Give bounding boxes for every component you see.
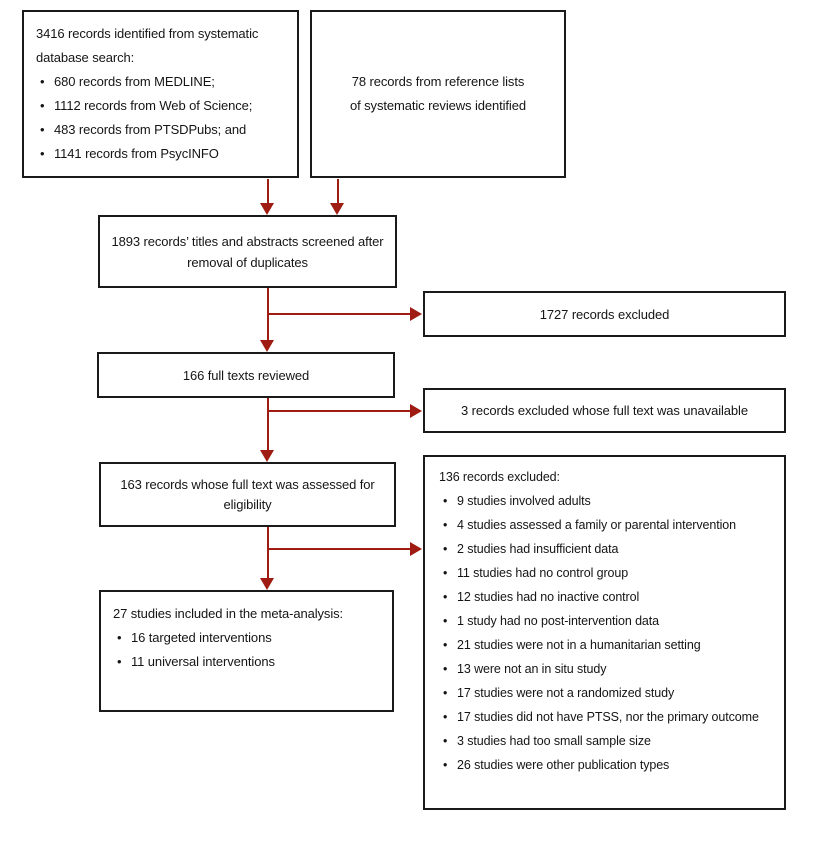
box-full-texts-reviewed [97, 352, 395, 398]
list-item [117, 626, 380, 650]
bullet-icon: • [443, 494, 448, 508]
box-included-studies [99, 590, 394, 712]
bullet-icon: • [443, 542, 448, 556]
box-assessed-eligibility [99, 462, 396, 527]
box-records-excluded-fulltext [423, 455, 786, 810]
bullet-icon: • [443, 758, 448, 772]
box-records-excluded-screening-text: 1727 records excluded [539, 306, 670, 322]
box-full-texts-reviewed-text: 166 full texts reviewed [182, 367, 310, 383]
box-full-text-unavailable [423, 388, 786, 433]
box-title-abstract-screened [98, 215, 397, 288]
list-item [40, 70, 285, 94]
box-records-excluded-screening [423, 291, 786, 337]
bullet-icon: • [443, 734, 448, 748]
list-item [443, 705, 774, 729]
list-item-text: 3 studies had too small sample size [457, 734, 651, 748]
list-item-text: 1112 records from Web of Science; [54, 98, 253, 113]
box-included-studies-title: 27 studies included in the meta-analysis: [113, 606, 344, 621]
connector-assessed-to-included-head [260, 578, 274, 590]
list-item-text: 21 studies were not in a humanitarian setting [457, 638, 701, 652]
list-item-text: 11 universal interventions [131, 654, 275, 669]
included-studies-list [113, 626, 380, 674]
list-item [443, 489, 774, 513]
list-item-text: 16 targeted interventions [131, 630, 272, 645]
box-records-excluded-fulltext-title: 136 records excluded: [439, 470, 560, 484]
box-assessed-eligibility-text: 163 records whose full text was assessed for eligibility [120, 476, 375, 512]
list-item-text: 17 studies did not have PTSS, nor the primary outcome [457, 710, 759, 724]
bullet-icon: • [443, 614, 448, 628]
list-item-text: 680 records from MEDLINE; [54, 74, 215, 89]
bullet-icon: • [117, 654, 122, 669]
list-item [443, 681, 774, 705]
list-item [443, 729, 774, 753]
arrow-identified-to-screened-head [260, 203, 274, 215]
box-full-text-unavailable-text: 3 records excluded whose full text was unavailable [461, 403, 748, 418]
list-item [40, 94, 285, 118]
list-item [443, 585, 774, 609]
bullet-icon: • [443, 662, 448, 676]
connector-screened-to-fulltexts-head [260, 340, 274, 352]
branch-fulltext-unavailable-head [410, 404, 422, 418]
branch-assessed-excluded-line [268, 548, 411, 550]
list-item [443, 609, 774, 633]
bullet-icon: • [443, 686, 448, 700]
bullet-icon: • [40, 122, 45, 137]
arrow-reference-to-screened-head [330, 203, 344, 215]
list-item [443, 513, 774, 537]
records-excluded-list [439, 489, 774, 777]
bullet-icon: • [443, 566, 448, 580]
list-item [443, 753, 774, 777]
box-reference-records [310, 10, 566, 178]
connector-fulltexts-to-assessed-line [267, 398, 269, 451]
box-records-identified-title: 3416 records identified from systematic database search: [36, 26, 259, 65]
bullet-icon: • [40, 146, 45, 161]
connector-assessed-to-included-line [267, 527, 269, 579]
branch-assessed-excluded-head [410, 542, 422, 556]
connector-fulltexts-to-assessed-head [260, 450, 274, 462]
arrow-identified-to-screened-line [267, 179, 269, 205]
list-item-text: 4 studies assessed a family or parental intervention [457, 518, 736, 532]
records-identified-list [36, 70, 285, 166]
branch-fulltext-unavailable-line [268, 410, 411, 412]
box-title-abstract-screened-text: 1893 records’ titles and abstracts screened after removal of duplicates [111, 233, 384, 270]
list-item-text: 26 studies were other publication types [457, 758, 670, 772]
list-item-text: 2 studies had insufficient data [457, 542, 619, 556]
arrow-reference-to-screened-line [337, 179, 339, 205]
bullet-icon: • [443, 638, 448, 652]
list-item [40, 142, 285, 166]
list-item [443, 537, 774, 561]
box-reference-records-text: 78 records from reference lists of systematic reviews identified [350, 74, 526, 113]
list-item [443, 657, 774, 681]
bullet-icon: • [443, 710, 448, 724]
branch-screened-excluded-head [410, 307, 422, 321]
bullet-icon: • [443, 590, 448, 604]
list-item-text: 1 study had no post-intervention data [457, 614, 659, 628]
list-item-text: 1141 records from PsycINFO [54, 146, 219, 161]
bullet-icon: • [117, 630, 122, 645]
box-records-identified [22, 10, 299, 178]
branch-screened-excluded-line [268, 313, 411, 315]
bullet-icon: • [40, 74, 45, 89]
list-item-text: 12 studies had no inactive control [457, 590, 640, 604]
list-item-text: 9 studies involved adults [457, 494, 591, 508]
list-item-text: 13 were not an in situ study [457, 662, 607, 676]
bullet-icon: • [443, 518, 448, 532]
list-item [40, 118, 285, 142]
bullet-icon: • [40, 98, 45, 113]
list-item-text: 483 records from PTSDPubs; and [54, 122, 247, 137]
list-item [443, 561, 774, 585]
list-item-text: 17 studies were not a randomized study [457, 686, 675, 700]
list-item [443, 633, 774, 657]
list-item-text: 11 studies had no control group [457, 566, 629, 580]
list-item [117, 650, 380, 674]
